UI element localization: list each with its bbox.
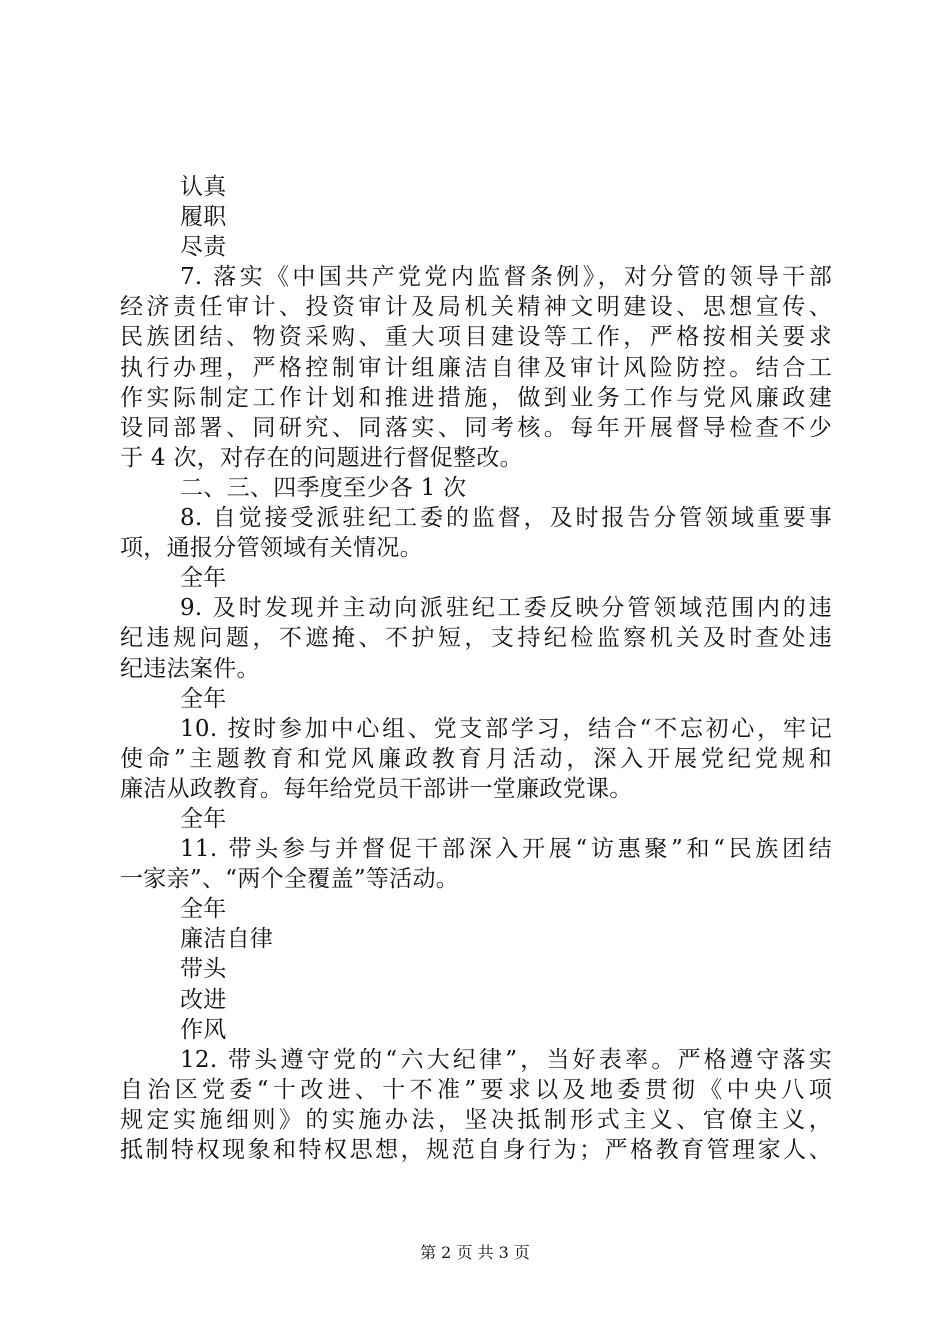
text-line: 9. 及时发现并主动向派驻纪工委反映分管领域范围内的违 <box>180 595 832 622</box>
text-line: 改进 <box>180 986 227 1013</box>
text-line: 纪违法案件。 <box>120 655 260 682</box>
text-line: 二、三、四季度至少各 1 次 <box>180 474 467 501</box>
text-line: 11. 带头参与并督促干部深入开展“访惠聚”和“民族团结 <box>180 836 832 863</box>
document-body <box>120 172 832 1165</box>
text-line: 廉洁自律 <box>180 926 274 953</box>
text-line: 全年 <box>180 565 227 592</box>
text-line: 民族团结、物资采购、重大项目建设等工作，严格按相关要求 <box>120 324 832 351</box>
text-line: 尽责 <box>180 234 227 261</box>
text-line: 执行办理，严格控制审计组廉洁自律及审计风险防控。结合工 <box>120 354 832 381</box>
text-line: 自治区党委“十改进、十不准”要求以及地委贯彻《中央八项 <box>120 1076 832 1103</box>
text-line: 作实际制定工作计划和推进措施，做到业务工作与党风廉政建 <box>120 384 832 411</box>
text-line: 12. 带头遵守党的“六大纪律”，当好表率。严格遵守落实 <box>180 1046 832 1073</box>
text-line: 于 4 次，对存在的问题进行督促整改。 <box>120 444 523 471</box>
text-line: 项，通报分管领域有关情况。 <box>120 535 423 562</box>
text-line: 7. 落实《中国共产党党内监督条例》，对分管的领导干部 <box>180 264 832 291</box>
text-line: 使命”主题教育和党风廉政教育月活动，深入开展党纪党规和 <box>120 745 832 772</box>
text-line: 带头 <box>180 956 227 983</box>
text-line: 规定实施细则》的实施办法，坚决抵制形式主义、官僚主义， <box>120 1106 832 1133</box>
text-line: 纪违规问题，不遮掩、不护短，支持纪检监察机关及时查处违 <box>120 625 832 652</box>
text-line: 抵制特权现象和特权思想，规范自身行为；严格教育管理家人、 <box>120 1137 832 1163</box>
text-line: 认真 <box>180 174 227 200</box>
text-line: 履职 <box>180 204 227 231</box>
page-number-footer: 第 2 页 共 3 页 <box>420 1243 530 1262</box>
text-line: 全年 <box>180 685 227 712</box>
text-line: 设同部署、同研究、同落实、同考核。每年开展督导检查不少 <box>120 414 832 441</box>
text-line: 8. 自觉接受派驻纪工委的监督，及时报告分管领域重要事 <box>180 505 832 532</box>
text-line: 一家亲”、“两个全覆盖”等活动。 <box>120 866 460 893</box>
text-line: 作风 <box>180 1016 227 1043</box>
text-line: 10. 按时参加中心组、党支部学习，结合“不忘初心，牢记 <box>180 715 832 742</box>
text-line: 廉洁从政教育。每年给党员干部讲一堂廉政党课。 <box>120 775 633 802</box>
text-line: 经济责任审计、投资审计及局机关精神文明建设、思想宣传、 <box>120 294 832 321</box>
text-line: 全年 <box>180 896 227 923</box>
text-line: 全年 <box>180 805 227 832</box>
